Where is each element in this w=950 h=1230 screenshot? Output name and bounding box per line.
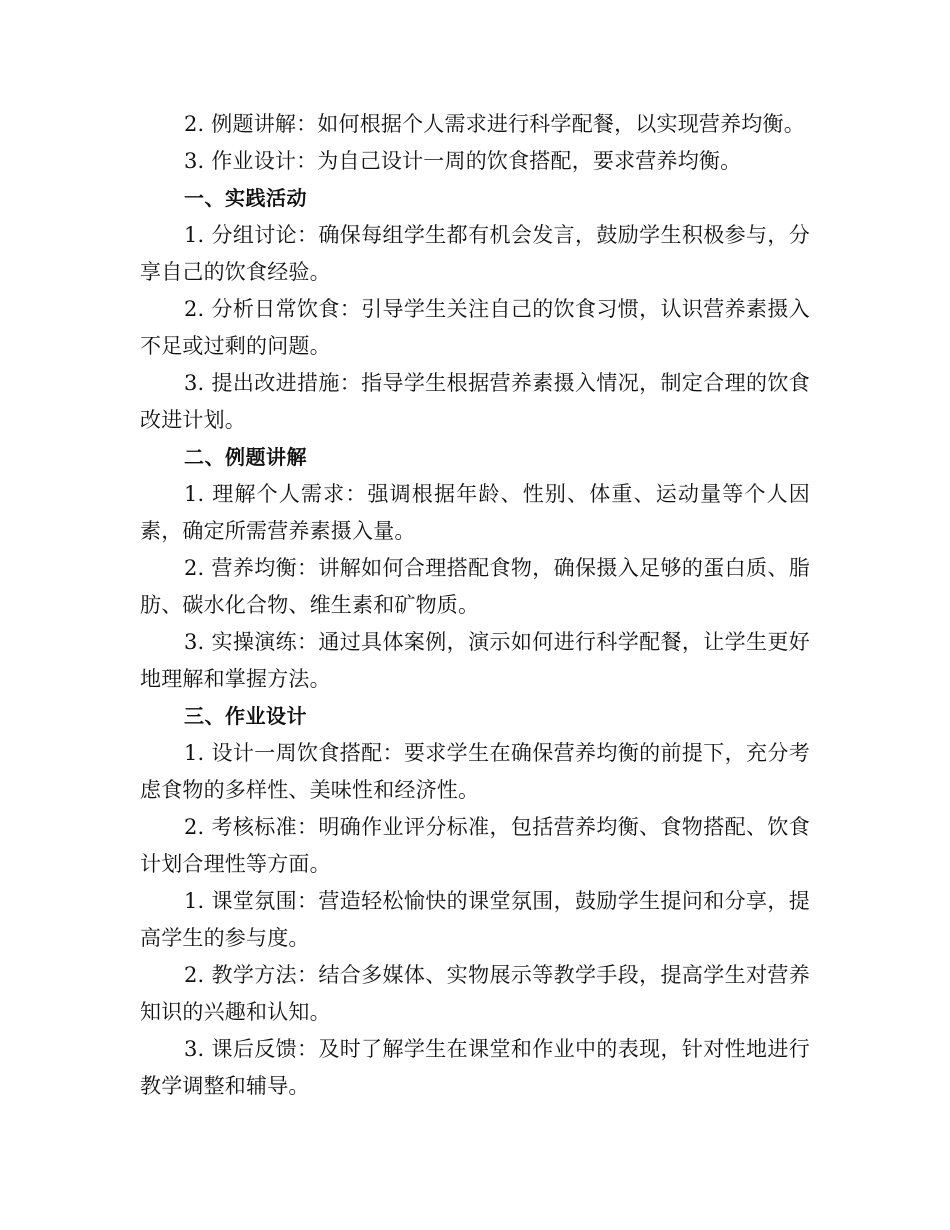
closing-paragraph: 2. 教学方法：结合多媒体、实物展示等教学手段，提高学生对营养知识的兴趣和认知。 bbox=[140, 963, 810, 1024]
list-item: 1. 设计一周饮食搭配：要求学生在确保营养均衡的前提下，充分考虑食物的多样性、美味性和经济性。 bbox=[140, 741, 810, 802]
list-item: 1. 理解个人需求：强调根据年龄、性别、体重、运动量等个人因素，确定所需营养素摄入量。 bbox=[140, 482, 810, 543]
list-item: 3. 实操演练：通过具体案例，演示如何进行科学配餐，让学生更好地理解和掌握方法。 bbox=[140, 630, 810, 691]
list-item: 2. 营养均衡：讲解如何合理搭配食物，确保摄入足够的蛋白质、脂肪、碳水化合物、维生素和矿物质。 bbox=[140, 556, 810, 617]
document-page bbox=[140, 106, 810, 1105]
list-item: 2. 分析日常饮食：引导学生关注自己的饮食习惯，认识营养素摄入不足或过剩的问题。 bbox=[140, 297, 810, 358]
list-item: 2. 考核标准：明确作业评分标准，包括营养均衡、食物搭配、饮食计划合理性等方面。 bbox=[140, 815, 810, 876]
closing-paragraph: 1. 课堂氛围：营造轻松愉快的课堂氛围，鼓励学生提问和分享，提高学生的参与度。 bbox=[140, 889, 810, 950]
section-heading: 一、实践活动 bbox=[184, 186, 307, 210]
list-item: 3. 提出改进措施：指导学生根据营养素摄入情况，制定合理的饮食改进计划。 bbox=[140, 371, 810, 432]
intro-paragraph: 2. 例题讲解：如何根据个人需求进行科学配餐，以实现营养均衡。 bbox=[184, 112, 805, 136]
section-heading: 二、例题讲解 bbox=[184, 445, 307, 469]
closing-paragraph: 3. 课后反馈：及时了解学生在课堂和作业中的表现，针对性地进行教学调整和辅导。 bbox=[140, 1037, 810, 1098]
list-item: 1. 分组讨论：确保每组学生都有机会发言，鼓励学生积极参与，分享自己的饮食经验。 bbox=[140, 223, 810, 284]
section-heading: 三、作业设计 bbox=[184, 704, 307, 728]
intro-paragraph: 3. 作业设计：为自己设计一周的饮食搭配，要求营养均衡。 bbox=[184, 149, 742, 173]
